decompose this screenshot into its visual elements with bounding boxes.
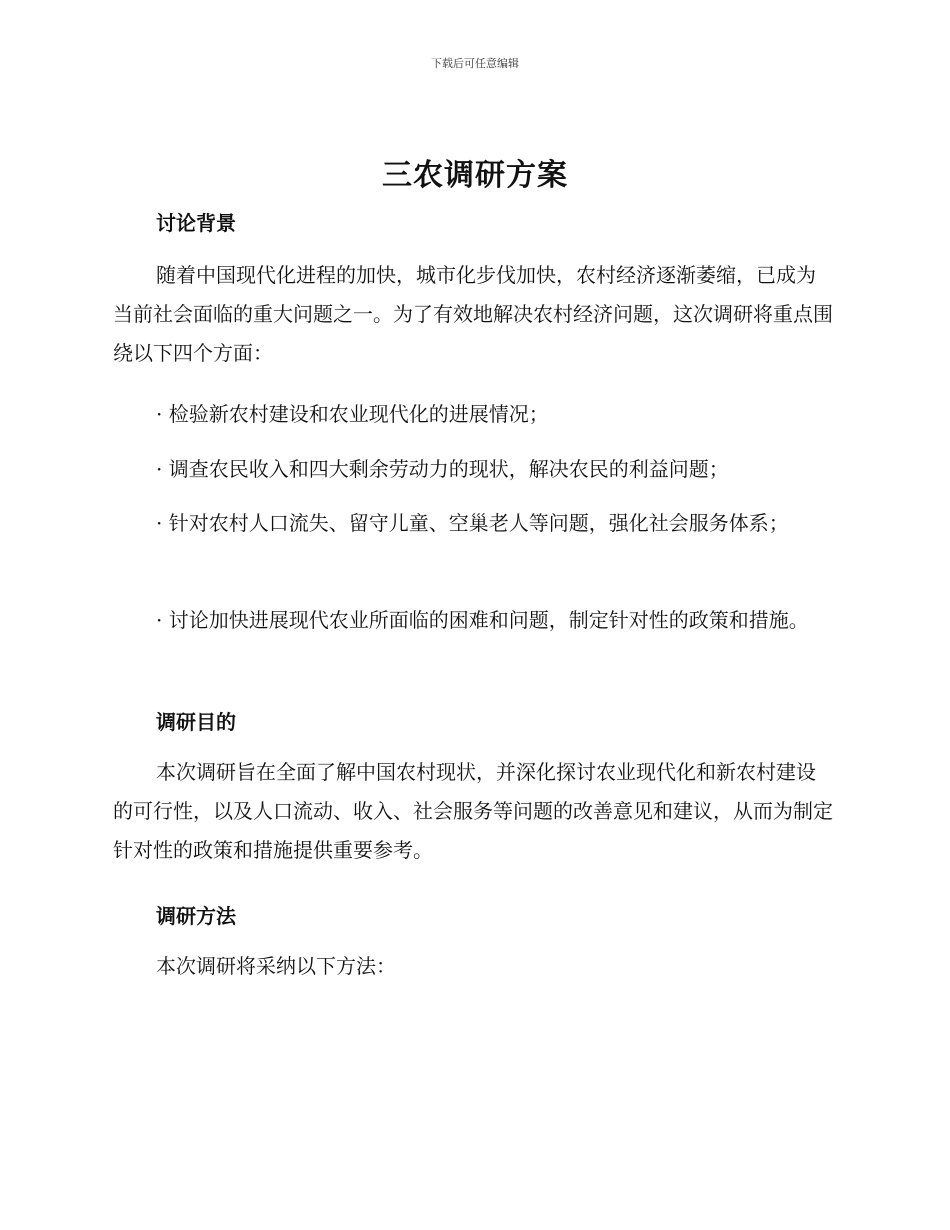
bullet-item: · 调查农民收入和四大剩余劳动力的现状，解决农民的利益问题； [156, 457, 729, 481]
bullet-item: · 检验新农村建设和农业现代化的进展情况； [156, 402, 549, 426]
purpose-paragraph: 本次调研旨在全面了解中国农村现状，并深化探讨农业现代化和新农村建设的可行性，以及人口流动、收入、社会服务等问题的改善意见和建议，从而为制定针对性的政策和措施提供重要参考。 [113, 760, 833, 862]
document-title: 三农调研方案 [382, 158, 568, 193]
bullet-item: · 针对农村人口流失、留守儿童、空巢老人等问题，强化社会服务体系； [156, 511, 789, 535]
section-heading-background: 讨论背景 [156, 211, 236, 235]
background-paragraph: 随着中国现代化进程的加快，城市化步伐加快，农村经济逐渐萎缩，已成为当前社会面临的重大问题之一。为了有效地解决农村经济问题，这次调研将重点围绕以下四个方面： [113, 263, 833, 365]
bullet-item: · 讨论加快进展现代农业所面临的困难和问题，制定针对性的政策和措施。 [156, 608, 809, 632]
method-paragraph: 本次调研将采纳以下方法： [156, 954, 396, 978]
section-heading-purpose: 调研目的 [156, 710, 236, 734]
header-note: 下载后可任意编辑 [431, 57, 519, 70]
section-heading-method: 调研方法 [156, 904, 236, 928]
